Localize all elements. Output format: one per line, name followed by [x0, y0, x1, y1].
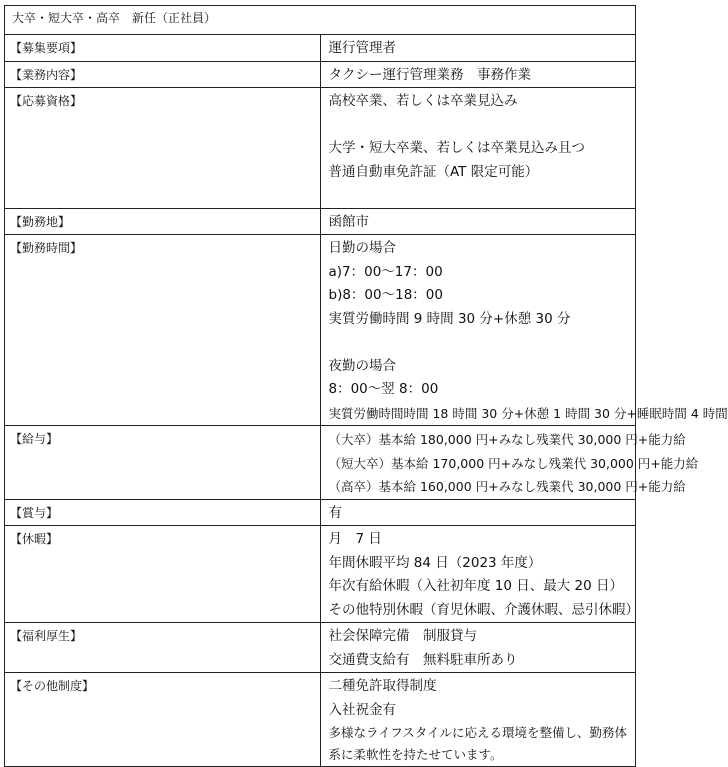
value-line: 普通自動車免許証（AT 限定可能）: [328, 163, 539, 180]
row-label-salary: 【給与】: [5, 426, 321, 500]
row-value-location: [320, 208, 636, 235]
value-line: （大卒）基本給 180,000 円+みなし残業代 30,000 円+能力給: [328, 432, 686, 447]
value-line: 二種免許取得制度: [328, 678, 437, 694]
value-line: 多様なライフスタイルに応える環境を整備し、勤務体系に柔軟性を持たせています。: [328, 725, 628, 762]
value-line: 有: [328, 504, 342, 521]
value-line: 実質労働時間時間 18 時間 30 分+休憩 1 時間 30 分+睡眠時間 4 時間: [328, 405, 728, 421]
value-line: 月 7 日: [328, 531, 382, 547]
job-posting-sheet: [4, 5, 728, 767]
table-row: [5, 499, 636, 526]
row-label-benefits: 【福利厚生】: [5, 623, 321, 673]
table-row: [5, 623, 636, 673]
row-label-bonus: 【賞与】: [5, 499, 321, 526]
table-row: [5, 673, 636, 767]
value-line: 交通費支給有 無料駐車所あり: [328, 651, 518, 668]
row-label-duties: 【業務内容】: [5, 61, 321, 88]
row-label-working-hours: 【勤務時間】: [5, 235, 321, 426]
value-line: タクシー運行管理業務 事務作業: [328, 66, 531, 83]
value-line: （高卒）基本給 160,000 円+みなし残業代 30,000 円+能力給: [328, 479, 686, 494]
value-line: 年次有給休暇（入社初年度 10 日、最大 20 日）: [328, 578, 624, 594]
posting-title: 大卒・短大卒・高卒 新任（正社員）: [5, 6, 636, 35]
title-row: [5, 6, 636, 35]
row-value-salary: [320, 426, 699, 500]
value-line: 高校卒業、若しくは卒業見込み: [328, 93, 518, 109]
value-line: b)8：00～18：00: [328, 287, 443, 303]
value-line: 夜勤の場合: [328, 357, 396, 374]
value-line: 社会保障完備 制服貸与: [328, 628, 477, 644]
table-row: [5, 61, 636, 88]
value-line: a)7：00～17：00: [328, 263, 443, 280]
table-row: [5, 35, 636, 62]
row-value-recruitment: [320, 35, 636, 62]
value-line: 入社祝金有: [328, 701, 396, 718]
job-posting-table: [4, 5, 728, 767]
value-line: その他特別休暇（育児休暇、介護休暇、忌引休暇）: [328, 601, 639, 618]
value-line: 函館市: [328, 213, 369, 230]
value-line: 年間休暇平均 84 日（2023 年度）: [328, 554, 542, 571]
row-label-other-systems: 【その他制度】: [5, 673, 321, 767]
row-value-duties: [320, 61, 636, 88]
value-line: 日勤の場合: [328, 240, 396, 256]
table-row: [5, 526, 636, 623]
value-line: 8：00～翌 8：00: [328, 381, 439, 397]
table-row: [5, 235, 636, 426]
value-line: [329, 184, 636, 208]
row-value-other-systems: [320, 673, 636, 767]
value-line: 大学・短大卒業、若しくは卒業見込み且つ: [328, 140, 585, 156]
table-row: [5, 208, 636, 235]
row-label-holidays: 【休暇】: [5, 526, 321, 623]
table-row: [5, 426, 636, 500]
value-line: （短大卒）基本給 170,000 円+みなし残業代 30,000 円+能力給: [328, 455, 699, 471]
row-value-working-hours: [320, 235, 728, 426]
row-value-bonus: [320, 499, 636, 526]
value-line: 実質労働時間 9 時間 30 分+休憩 30 分: [328, 310, 571, 327]
value-line: [329, 331, 636, 355]
row-value-qualifications: [320, 88, 636, 209]
value-line: [329, 114, 636, 138]
row-label-location: 【勤務地】: [5, 208, 321, 235]
table-row: [5, 88, 636, 209]
row-label-qualifications: 【応募資格】: [5, 88, 321, 209]
row-value-holidays: [320, 526, 639, 623]
row-label-recruitment: 【募集要項】: [5, 35, 321, 62]
row-value-benefits: [320, 623, 636, 673]
value-line: 運行管理者: [328, 40, 396, 56]
